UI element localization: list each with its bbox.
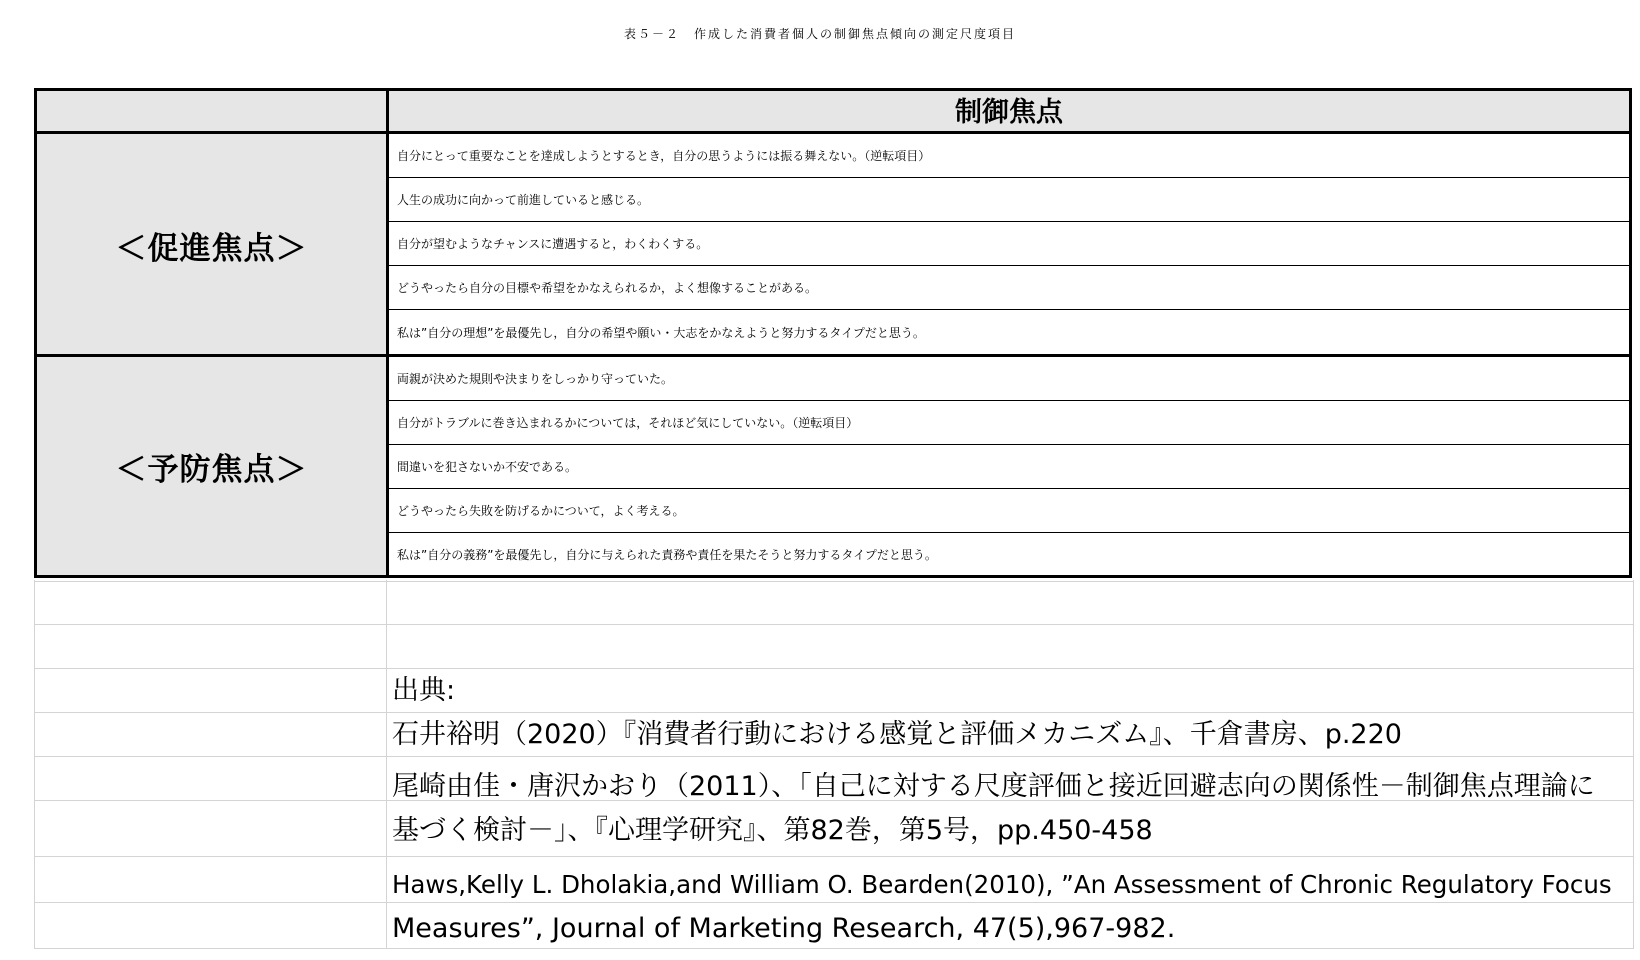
reference-ozaki-line1[interactable]: 尾崎由佳・唐沢かおり（2011）、「自己に対する尺度評価と接近回避志向の関係性－制御焦点理論に bbox=[392, 771, 1595, 802]
item-cell[interactable]: 私は”自分の理想”を最優先し，自分の希望や願い・大志をかなえようと努力するタイプだと思う。 bbox=[397, 325, 925, 340]
grid-col-line bbox=[34, 580, 35, 948]
group-label-promotion[interactable]: ＜促進焦点＞ bbox=[37, 134, 389, 356]
grid-row-line bbox=[34, 712, 1634, 713]
item-cell[interactable]: 私は”自分の義務”を最優先し，自分に与えられた責務や責任を果たそうと努力するタイプだと思う。 bbox=[397, 547, 937, 562]
grid-row-line bbox=[34, 902, 1634, 903]
grid-row-line bbox=[34, 948, 1634, 949]
item-cell[interactable]: どうやったら自分の目標や希望をかなえられるか，よく想像することがある。 bbox=[389, 266, 1629, 310]
table-title: 表５－２ 作成した消費者個人の制御焦点傾向の測定尺度項目 bbox=[623, 27, 1016, 41]
grid-row-line bbox=[34, 856, 1634, 857]
item-cell[interactable]: 自分が望むようなチャンスに遭遇すると，わくわくする。 bbox=[389, 222, 1629, 266]
item-cell[interactable]: 両親が決めた規則や決まりをしっかり守っていた。 bbox=[389, 357, 1629, 401]
reference-ishii[interactable]: 石井裕明（2020）『消費者行動における感覚と評価メカニズム』、千倉書房、p.220 bbox=[392, 719, 1402, 750]
grid-col-line bbox=[1633, 580, 1634, 948]
grid-col-line bbox=[386, 580, 387, 948]
regulatory-focus-table bbox=[34, 88, 1632, 578]
reference-haws-line1[interactable]: Haws,Kelly L. Dholakia,and William O. Bearden(2010), ”An Assessment of Chronic Regulatory Focus bbox=[392, 870, 1612, 899]
item-cell[interactable]: 自分がトラブルに巻き込まれるかについては，それほど気にしていない。（逆転項目） bbox=[389, 401, 1629, 445]
grid-row-line bbox=[34, 756, 1634, 757]
item-cell[interactable]: 自分にとって重要なことを達成しようとするとき，自分の思うようには振る舞えない。（逆転項目） bbox=[389, 134, 1629, 178]
header-corner-cell[interactable] bbox=[37, 91, 389, 134]
grid-row-line bbox=[34, 581, 1634, 582]
reference-ozaki-line2[interactable]: 基づく検討－」、『心理学研究』、第82巻，第5号，pp.450-458 bbox=[392, 815, 1153, 846]
grid-row-line bbox=[34, 668, 1634, 669]
item-cell[interactable]: どうやったら失敗を防げるかについて，よく考える。 bbox=[389, 489, 1629, 533]
grid-row-line bbox=[34, 624, 1634, 625]
source-label[interactable]: 出典: bbox=[392, 675, 456, 706]
item-cell[interactable]: 人生の成功に向かって前進していると感じる。 bbox=[389, 178, 1629, 222]
reference-haws-line2[interactable]: Measures”, Journal of Marketing Research, 47(5),967-982. bbox=[392, 913, 1176, 944]
item-cell[interactable]: 間違いを犯さないか不安である。 bbox=[389, 445, 1629, 489]
group-label-prevention[interactable]: ＜予防焦点＞ bbox=[37, 357, 389, 575]
header-cell[interactable]: 制御焦点 bbox=[389, 91, 1629, 134]
